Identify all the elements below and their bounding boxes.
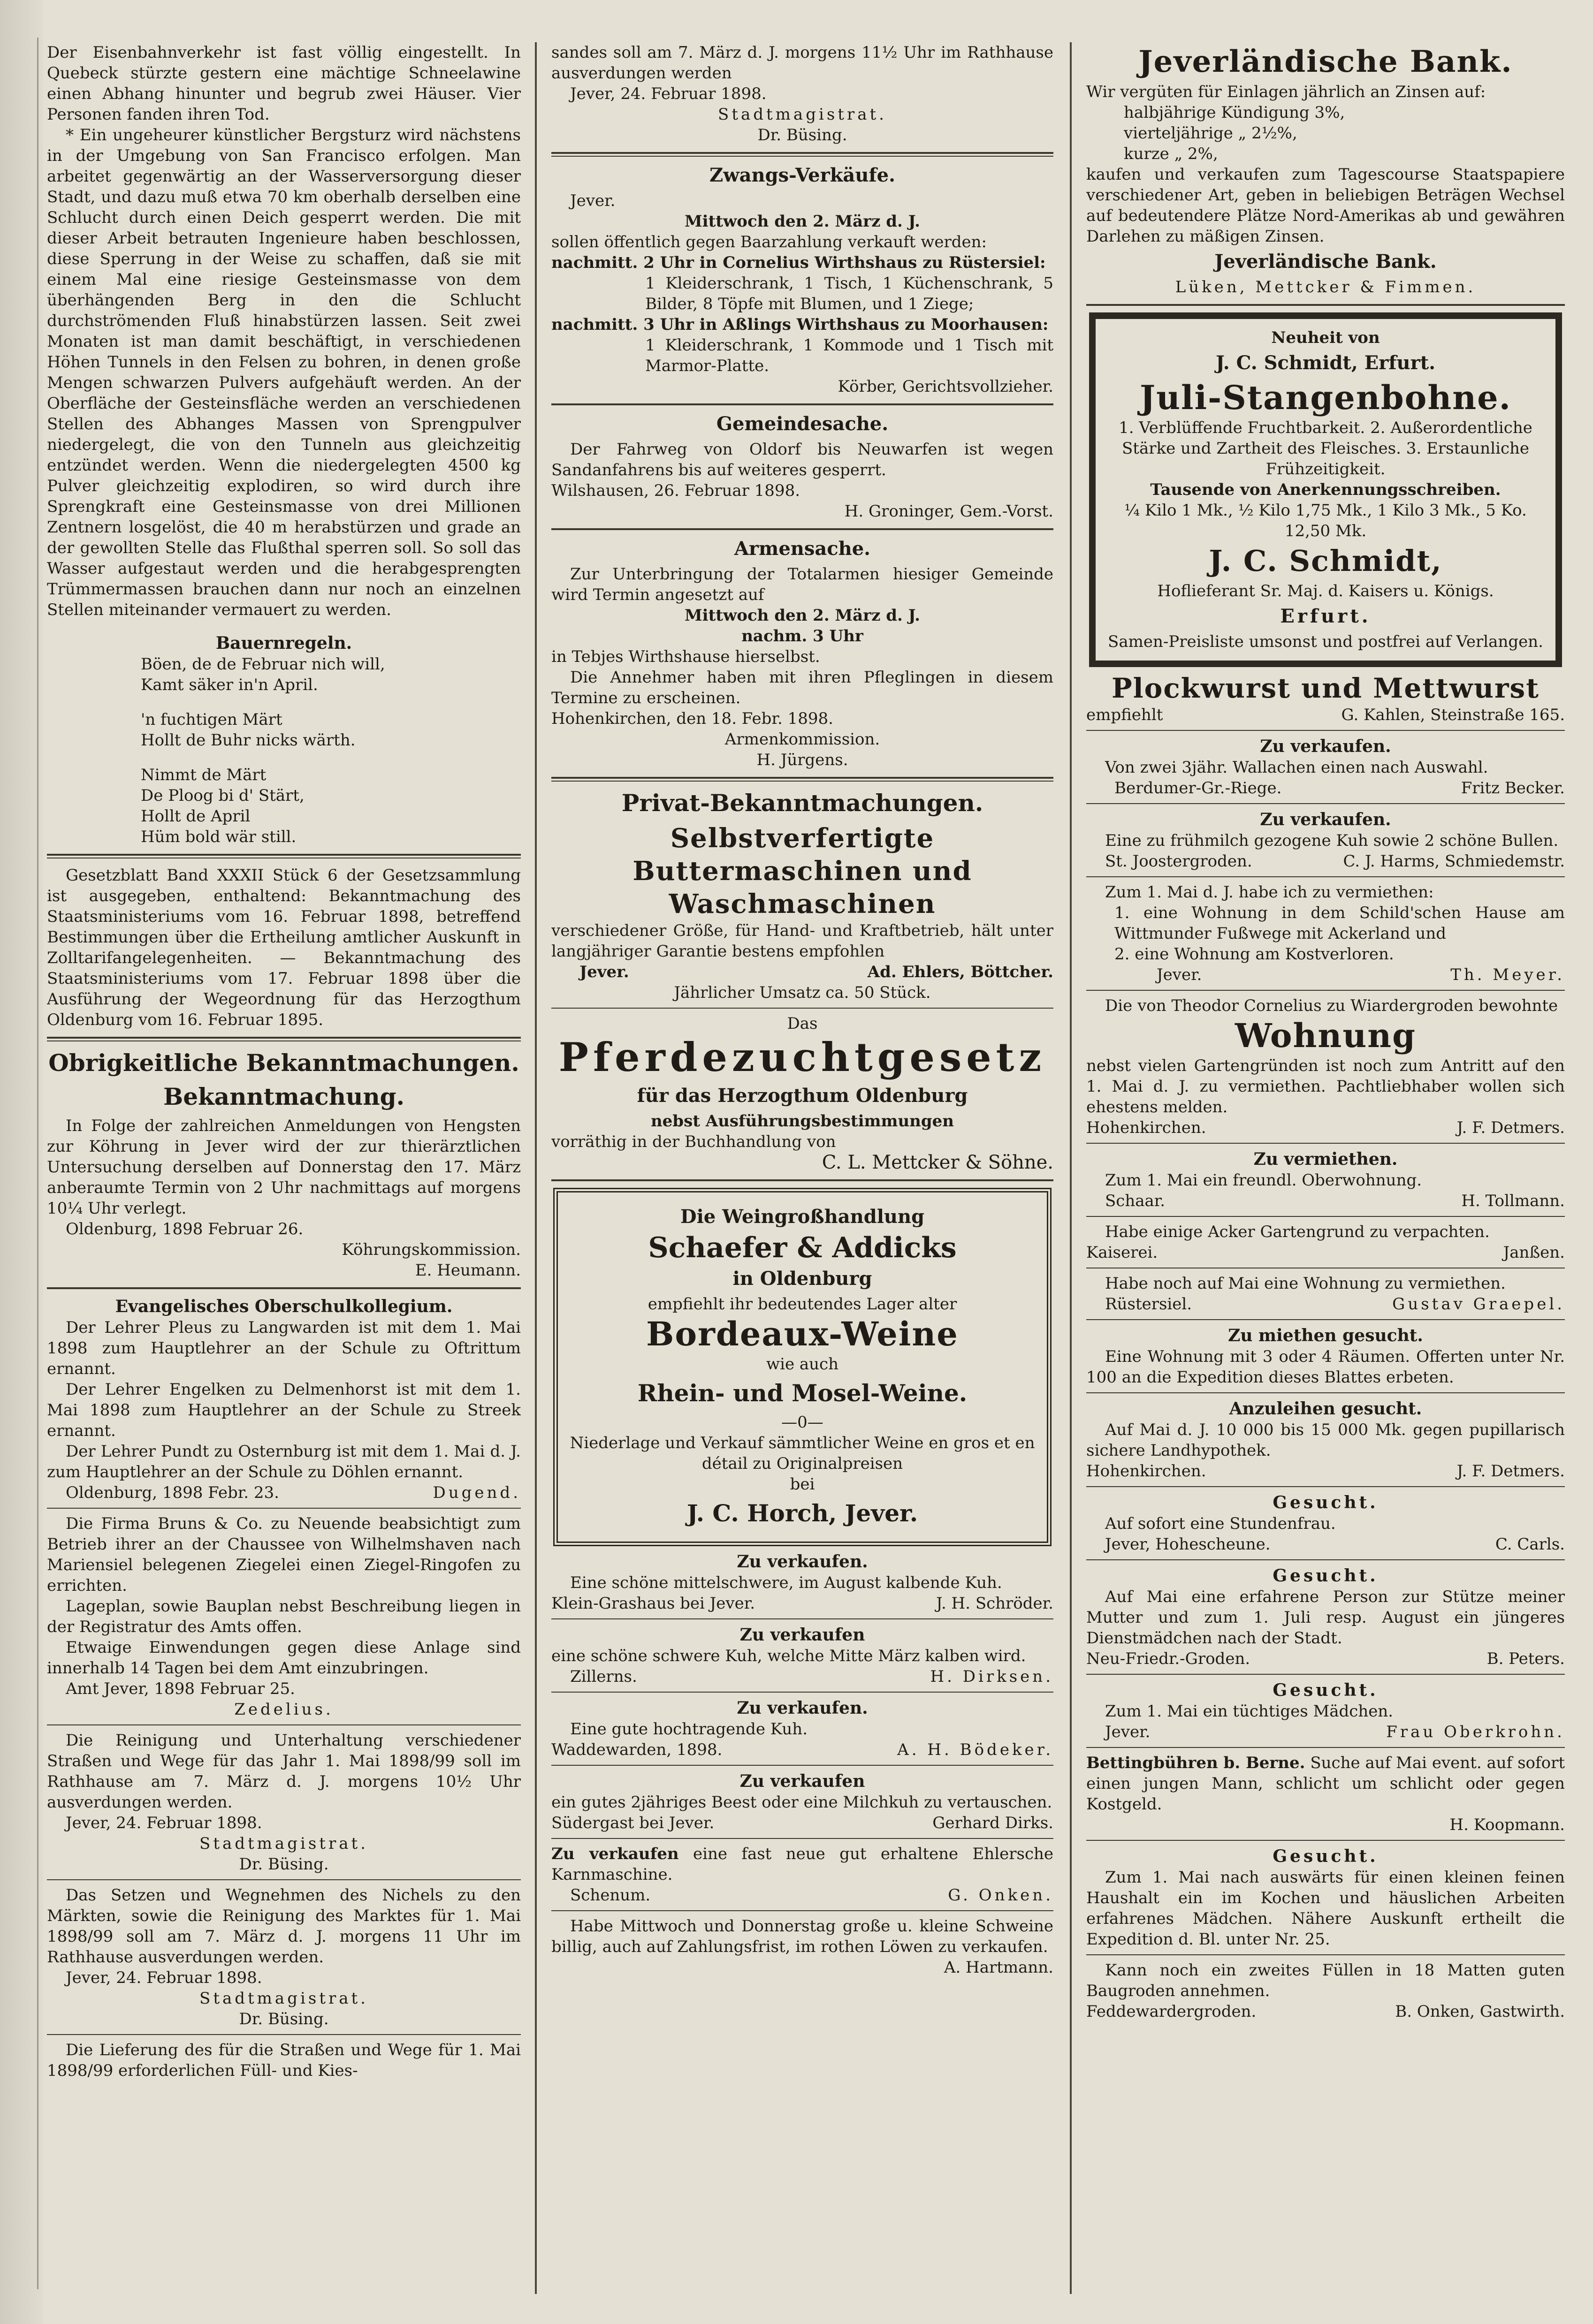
pferdezucht-sub: für das Herzogthum Oldenburg xyxy=(637,1085,968,1107)
sandes-place: Jever, 24. Februar 1898. xyxy=(570,84,767,103)
a5-text: Zum 1. Mai ein freundl. Oberwohnung. xyxy=(1105,1171,1422,1190)
v5-text: eine fast neue gut erhaltene Ehlersche Karnmaschine. xyxy=(551,1845,1053,1884)
butter-title: Selbstverfertigte Buttermaschinen und Waschmaschinen xyxy=(633,823,972,919)
bank-r1: halbjährige Kündigung 3%, xyxy=(1124,103,1345,122)
divider xyxy=(1086,876,1565,877)
divider xyxy=(47,1287,521,1289)
divider xyxy=(47,1879,521,1880)
a2-title: Zu verkaufen. xyxy=(1260,810,1391,829)
schmidt-name: J. C. Schmidt, xyxy=(1209,544,1442,578)
a3-i1: 1. eine Wohnung in dem Schild'schen Hause am Wittmunder Fußwege mit Ackerland und xyxy=(1114,904,1565,943)
v5-footer: Schenum. G. Onken. xyxy=(570,1886,1053,1905)
divider xyxy=(1086,1747,1565,1748)
divider xyxy=(551,1910,1053,1911)
bank-title: Jeverländische Bank. xyxy=(1138,44,1513,79)
bekanntmachung-place: Oldenburg, 1898 Februar 26. xyxy=(66,1220,304,1238)
schmidt-l2: J. C. Schmidt, Erfurt. xyxy=(1215,352,1436,374)
butter-text: verschiedener Größe, für Hand- und Kraftbetrieb, hält unter langjähriger Garantie bestens empfohlen xyxy=(551,921,1053,961)
a5-title: Zu vermiethen. xyxy=(1253,1149,1398,1169)
poem-line: De Ploog bi d' Stärt, xyxy=(141,786,305,805)
a4-text: Die von Theodor Cornelius zu Wiardergroden bewohnte xyxy=(1105,996,1558,1015)
schmidt-l1: Neuheit von xyxy=(1271,328,1380,347)
page-gutter xyxy=(0,0,43,2324)
wein-l7: Rhein- und Mosel-Weine. xyxy=(637,1379,968,1407)
reinigung-place: Jever, 24. Februar 1898. xyxy=(66,1814,262,1832)
nichel-place: Jever, 24. Februar 1898. xyxy=(66,1968,262,1987)
gemeinde-place: Wilshausen, 26. Februar 1898. xyxy=(551,481,800,500)
armen-sign2: H. Jürgens. xyxy=(756,751,848,769)
a7-footer: Rüstersiel. Gustav Graepel. xyxy=(1105,1295,1565,1314)
bank-l1: Wir vergüten für Einlagen jährlich an Zinsen auf: xyxy=(1086,83,1486,101)
gutter-edge xyxy=(37,38,38,2289)
poem-line: Hollt de Buhr nicks wärth. xyxy=(141,731,356,750)
bank-sig1: Jeverländische Bank. xyxy=(1214,251,1437,273)
gemeinde-title: Gemeindesache. xyxy=(716,413,889,435)
a12-title: Gesucht. xyxy=(1273,1680,1379,1700)
poem-line: 'n fuchtigen Märt xyxy=(141,710,282,729)
a9-title: Anzuleihen gesucht. xyxy=(1229,1399,1422,1419)
buesing: Dr. Büsing. xyxy=(239,1855,329,1874)
a13-text: Suche auf Mai event. auf sofort einen jungen Mann, schlicht um schlicht oder gegen Kostgeld. xyxy=(1086,1754,1565,1814)
divider xyxy=(551,1765,1053,1766)
wein-l3: in Oldenburg xyxy=(732,1268,872,1290)
a1-text: Von zwei 3jähr. Wallachen einen nach Auswahl. xyxy=(1105,758,1488,777)
stadtmagistrat: Stadtmagistrat. xyxy=(199,1834,368,1853)
a13-sign: H. Koopmann. xyxy=(1449,1815,1565,1834)
schmidt-hof: Hoflieferant Sr. Maj. d. Kaisers u. Königs. xyxy=(1157,582,1494,600)
v3-title: Zu verkaufen. xyxy=(737,1698,868,1718)
divider xyxy=(1086,1143,1565,1144)
divider xyxy=(551,1008,1053,1009)
section-divider xyxy=(551,777,1053,782)
zwangs-date: Mittwoch den 2. März d. J. xyxy=(685,212,920,231)
wein-l10: bei xyxy=(790,1475,815,1494)
bruns-1: Die Firma Bruns & Co. zu Neuende beabsichtigt zum Betrieb ihrer an der Chaussee von Wilhelmshaven nach Mariensiel belegenen Ziegelei einen Ziegel-Ringofen zu errichten. xyxy=(47,1514,521,1595)
a9-text: Auf Mai d. J. 10 000 bis 15 000 Mk. gegen pupillarisch sichere Landhypothek. xyxy=(1086,1420,1565,1460)
a12-text: Zum 1. Mai ein tüchtiges Mädchen. xyxy=(1105,1702,1394,1721)
a1-title: Zu verkaufen. xyxy=(1260,737,1391,756)
v2-footer: Zillerns. H. Dirksen. xyxy=(570,1667,1053,1686)
v3-text: Eine gute hochtragende Kuh. xyxy=(570,1720,808,1739)
divider xyxy=(1086,1319,1565,1320)
zwangs-items1: 1 Kleiderschrank, 1 Tisch, 1 Küchenschrank, 5 Bilder, 8 Töpfe mit Blumen, und 1 Ziege; xyxy=(645,274,1053,313)
a11-footer: Neu-Friedr.-Groden. B. Peters. xyxy=(1086,1649,1565,1668)
divider xyxy=(1086,304,1565,306)
poem-line: Hollt de April xyxy=(141,807,251,826)
column-rule-1 xyxy=(535,42,537,2294)
gemeinde-sign: H. Groninger, Gem.-Vorst. xyxy=(844,502,1053,521)
a4-big: Wohnung xyxy=(1235,1016,1417,1055)
a13-bold: Bettingbühren b. Berne. xyxy=(1086,1754,1305,1772)
buesing: Dr. Büsing. xyxy=(239,2010,329,2028)
zwangs-r2: nachmitt. 3 Uhr in Aßlings Wirthshaus zu Moorhausen: xyxy=(551,315,1049,334)
bank-r2: vierteljährige „ 2½%, xyxy=(1124,124,1297,143)
section-divider xyxy=(551,152,1053,157)
armen-text: Zur Unterbringung der Totalarmen hiesiger Gemeinde wird Termin angesetzt auf xyxy=(551,565,1053,604)
bruns-place: Amt Jever, 1898 Februar 25. xyxy=(66,1679,295,1698)
wein-l4: empfiehlt ihr bedeutendes Lager alter xyxy=(648,1295,957,1314)
a5-footer: Schaar. H. Tollmann. xyxy=(1105,1192,1565,1210)
v1-title: Zu verkaufen. xyxy=(737,1552,868,1572)
schmidt-erfurt: Erfurt. xyxy=(1280,605,1371,627)
pferdezucht-sign: C. L. Mettcker & Söhne. xyxy=(822,1152,1053,1173)
v2-title: Zu verkaufen xyxy=(739,1625,865,1645)
oberschulkollegium-title: Evangelisches Oberschulkollegium. xyxy=(115,1297,453,1316)
bekanntmachung-sign2: E. Heumann. xyxy=(415,1261,521,1280)
oberschul-2: Der Lehrer Engelken zu Delmenhorst ist mit dem 1. Mai 1898 zum Hauptlehrer an der Schule zu Streek ernannt. xyxy=(47,1380,521,1440)
a8-title: Zu miethen gesucht. xyxy=(1228,1326,1423,1345)
a14-title: Gesucht. xyxy=(1273,1846,1379,1866)
a6-footer: Kaiserei. Janßen. xyxy=(1086,1243,1565,1262)
poem-line: Kamt säker in'n April. xyxy=(141,676,318,694)
a9-footer: Hohenkirchen. J. F. Detmers. xyxy=(1086,1462,1565,1481)
poem-line: Böen, de de Februar nich will, xyxy=(141,655,385,674)
obrigkeitliche-title: Obrigkeitliche Bekanntmachungen. xyxy=(48,1049,519,1077)
schmidt-title: Juli-Stangenbohne. xyxy=(1139,378,1512,417)
divider xyxy=(551,1179,1053,1181)
bekanntmachung-sign1: Köhrungskommission. xyxy=(342,1240,521,1259)
v4-title: Zu verkaufen xyxy=(739,1771,865,1791)
zwangs-title: Zwangs-Verkäufe. xyxy=(709,164,895,186)
column-2 xyxy=(551,42,1053,2294)
divider xyxy=(47,1508,521,1509)
wein-l2: Schaefer & Addicks xyxy=(648,1231,957,1264)
column-1 xyxy=(47,42,521,2294)
stadtmagistrat: Stadtmagistrat. xyxy=(199,1989,368,2008)
wein-l9: Niederlage und Verkauf sämmtlicher Weine en gros et en détail zu Originalpreisen xyxy=(570,1434,1035,1473)
v3-footer: Waddewarden, 1898. A. H. Bödeker. xyxy=(551,1740,1053,1759)
wurst-footer: empfiehlt G. Kahlen, Steinstraße 165. xyxy=(1086,706,1565,724)
wein-l6: wie auch xyxy=(766,1355,838,1374)
column-3 xyxy=(1086,42,1565,2294)
divider xyxy=(1086,1216,1565,1217)
gesetzblatt-notice: Gesetzblatt Band XXXII Stück 6 der Gesetzsammlung ist ausgegeben, enthaltend: Bekanntmachung des Staatsministeriums vom 16. Februar 1898, betreffend Bestimmungen über die Ertheilung amtlicher Auskunft in Zolltarifangelegenheiten. — Bekanntmachung des Staatsministeriums vom 17. Februar 1898 über die Ausführung der Wegeordnung für das Herzogthum Oldenburg vom 16. Februar 1895. xyxy=(47,866,521,1029)
schmidt-prices: ¼ Kilo 1 Mk., ½ Kilo 1,75 Mk., 1 Kilo 3 Mk., 5 Ko. 12,50 Mk. xyxy=(1124,501,1527,540)
bauernregeln-poem xyxy=(47,654,521,847)
armen-date: Mittwoch den 2. März d. J. xyxy=(685,606,920,625)
a10-text: Auf sofort eine Stundenfrau. xyxy=(1105,1514,1336,1533)
nichel-text: Das Setzen und Wegnehmen des Nichels zu den Märkten, sowie die Reinigung des Marktes für 1. Mai 1898/99 soll am 7. März d. J. morgens 11 Uhr im Rathhause ausverdungen werden. xyxy=(47,1886,521,1967)
v6-sign: A. Hartmann. xyxy=(944,1958,1053,1977)
v1-text: Eine schöne mittelschwere, im August kalbende Kuh. xyxy=(570,1573,1002,1592)
divider xyxy=(551,528,1053,530)
a2-text: Eine zu frühmilch gezogene Kuh sowie 2 schöne Bullen. xyxy=(1105,831,1559,850)
a7-text: Habe noch auf Mai eine Wohnung zu vermiethen. xyxy=(1105,1274,1506,1293)
v5-title: Zu verkaufen xyxy=(551,1845,679,1863)
wein-ad xyxy=(553,1188,1052,1546)
divider xyxy=(1086,1674,1565,1675)
news-bergsturz: * Ein ungeheurer künstlicher Bergsturz wird nächstens in der Umgebung von San Francisco erfolgen. Man arbeitet gegenwärtig an der Wasserversorgung dieser Stadt, und dazu muß etwa 70 km oberhalb derselben eine Schlucht durch einen Deich gesperrt werden. Die mit dieser Arbeit betrauten Ingenieure haben beschlossen, diese Sperrung in der Weise zu schaffen, daß sie mit einem Mal eine riesige Gesteinsmasse von dem überhängenden Berg in den die Schlucht durchströmenden Fluß hinabstürzen lassen. Seit zwei Monaten ist man damit beschäftigt, in verschiedenen Höhen Tunnels in den Felsen zu bohren, in denen große Mengen schwarzen Pulvers aufgehäuft werden. An der Oberfläche der Gesteinsfläche werden an verschiedenen Stellen des Abhanges Massen von Sprengpulver niedergelegt, die von den Tunneln aus gleichzeitig entzündet werden. Wenn die niedergelegten 4500 kg Pulver gleichzeitig explodiren, so wird durch ihre Sprengkraft eine Gesteinsmasse von drei Millionen Zentnern losgelöst, die 40 m herabstürzen und grade an der gewollten Stelle das Flußthal sperren soll. So soll das Wasser aufgestaut werden und die herabgesprengten Trümmermassen brauchen dann nur noch an einzelnen Stellen miteinander vermauert zu werden. xyxy=(47,126,521,619)
zwangs-sign: Körber, Gerichtsvollzieher. xyxy=(838,377,1053,396)
butter-umsatz: Jährlicher Umsatz ca. 50 Stück. xyxy=(674,983,931,1002)
buesing: Dr. Büsing. xyxy=(757,126,847,144)
divider xyxy=(1086,1954,1565,1955)
pferdezucht-text: vorräthig in der Buchhandlung von xyxy=(551,1132,836,1151)
a4-text2: nebst vielen Gartengründen ist noch zum Antritt auf den 1. Mai d. J. zu vermiethen. Pachtliebhaber wollen sich ehestens melden. xyxy=(1086,1056,1565,1116)
bekanntmachung-text: In Folge der zahlreichen Anmeldungen von Hengsten zur Köhrung in Jever wird der zur thierärztlichen Untersuchung derselben auf Donnerstag den 17. März anberaumte Termin von 2 Uhr nachmittags auf morgens 10¼ Uhr verlegt. xyxy=(47,1116,521,1218)
zwangs-text: sollen öffentlich gegen Baarzahlung verkauft werden: xyxy=(551,233,987,251)
armen-place: Hohenkirchen, den 18. Febr. 1898. xyxy=(551,709,833,728)
poem-line: Hüm bold wär still. xyxy=(141,828,297,846)
newspaper-page xyxy=(47,42,1567,2303)
section-divider xyxy=(47,1037,521,1041)
a11-text: Auf Mai eine erfahrene Person zur Stütze meiner Mutter und zum 1. Juli resp. August ein jüngeres Dienstmädchen nach der Stadt. xyxy=(1086,1587,1565,1648)
news-quebec: Der Eisenbahnverkehr ist fast völlig eingestellt. In Quebeck stürzte gestern eine mächtige Schneelawine einen Abhang hinunter und begrub zwei Häuser. Vier Personen fanden ihren Tod. xyxy=(47,43,521,124)
a15-footer: Feddewardergroden. B. Onken, Gastwirth. xyxy=(1086,2002,1565,2021)
schmidt-tausende: Tausende von Anerkennungsschreiben. xyxy=(1150,480,1501,499)
wein-l5: Bordeaux-Weine xyxy=(646,1314,959,1353)
bank-r3: kurze „ 2%, xyxy=(1124,144,1218,163)
wein-l1: Die Weingroßhandlung xyxy=(680,1206,925,1228)
section-divider xyxy=(47,854,521,858)
a6-text: Habe einige Acker Gartengrund zu verpachten. xyxy=(1105,1223,1490,1241)
a1-footer: Berdumer-Gr.-Riege. Fritz Becker. xyxy=(1114,779,1565,797)
zwangs-r1: nachmitt. 2 Uhr in Cornelius Wirthshaus zu Rüstersiel: xyxy=(551,253,1046,272)
v1-footer: Klein-Grashaus bei Jever. J. H. Schröder. xyxy=(551,1594,1053,1613)
a3-footer: Jever. Th. Meyer. xyxy=(1157,965,1565,984)
divider xyxy=(551,1838,1053,1839)
divider xyxy=(551,1692,1053,1693)
a3-i2: 2. eine Wohnung am Kostverloren. xyxy=(1114,945,1394,964)
schmidt-text: 1. Verblüffende Fruchtbarkeit. 2. Außerordentliche Stärke und Zartheit des Fleisches. 3. Erstaunliche Frühzeitigkeit. xyxy=(1119,418,1532,478)
bank-sig2: Lüken, Mettcker & Fimmen. xyxy=(1175,278,1476,296)
column-rule-2 xyxy=(1070,42,1072,2294)
v2-text: eine schöne schwere Kuh, welche Mitte März kalben wird. xyxy=(551,1647,1026,1665)
a14-text: Zum 1. Mai nach auswärts für einen kleinen feinen Haushalt ein im Kochen und häuslichen Arbeiten erfahrenes Mädchen. Nähere Auskunft ertheilt die Expedition d. Bl. unter Nr. 25. xyxy=(1086,1868,1565,1949)
armen-title: Armensache. xyxy=(734,538,871,560)
armen-location: in Tebjes Wirthshause hierselbst. xyxy=(551,647,820,666)
v6-text: Habe Mittwoch und Donnerstag große u. kleine Schweine billig, auch auf Zahlungsfrist, im rothen Löwen zu verkaufen. xyxy=(551,1917,1053,1956)
divider xyxy=(1086,1392,1565,1393)
a10-title: Gesucht. xyxy=(1273,1493,1379,1512)
oberschul-1: Der Lehrer Pleus zu Langwarden ist mit dem 1. Mai 1898 zum Hauptlehrer an der Schule zu Oftrittum ernannt. xyxy=(47,1318,521,1378)
a2-footer: St. Joostergroden. C. J. Harms, Schmiedemstr. xyxy=(1105,852,1565,871)
wurst-title: Plockwurst und Mettwurst xyxy=(1112,672,1540,704)
stadtmagistrat: Stadtmagistrat. xyxy=(718,105,887,124)
pferdezucht-title: Pferdezuchtgesetz xyxy=(558,1034,1046,1080)
reinigung-text: Die Reinigung und Unterhaltung verschiedener Straßen und Wege für das Jahr 1. Mai 1898/99 soll im Rathhause am 7. März d. J. morgens 10½ Uhr ausverdungen werden. xyxy=(47,1731,521,1812)
a12-footer: Jever. Frau Oberkrohn. xyxy=(1105,1723,1565,1741)
divider xyxy=(1086,803,1565,804)
divider xyxy=(1086,1486,1565,1487)
v4-text: ein gutes 2jähriges Beest oder eine Milchkuh zu vertauschen. xyxy=(551,1793,1052,1812)
a10-footer: Jever, Hohescheune. C. Carls. xyxy=(1105,1535,1565,1554)
divider xyxy=(1086,1840,1565,1841)
a4-footer: Hohenkirchen. J. F. Detmers. xyxy=(1086,1118,1565,1137)
schmidt-preis: Samen-Preisliste umsonst und postfrei auf Verlangen. xyxy=(1108,632,1543,651)
lieferung-text: Die Lieferung des für die Straßen und Wege für 1. Mai 1898/99 erforderlichen Füll- und Kies- xyxy=(47,2041,521,2080)
a8-text: Eine Wohnung mit 3 oder 4 Räumen. Offerten unter Nr. 100 an die Expedition dieses Blattes erbeten. xyxy=(1086,1347,1565,1387)
bank-text: kaufen und verkaufen zum Tagescourse Staatspapiere verschiedener Art, geben in beliebigen Beträgen Wechsel auf bedeutendere Plätze Nord-Amerikas ab und gewähren Darlehen zu mäßigen Zinsen. xyxy=(1086,165,1565,246)
armen-text2: Die Annehmer haben mit ihren Pfleglingen in diesem Termine zu erscheinen. xyxy=(551,668,1053,707)
poem-line: Nimmt de Märt xyxy=(141,766,267,784)
divider xyxy=(1086,990,1565,991)
divider xyxy=(551,1618,1053,1619)
divider xyxy=(551,403,1053,405)
divider xyxy=(47,1724,521,1725)
privat-title: Privat-Bekanntmachungen. xyxy=(621,789,983,817)
zwangs-jever: Jever. xyxy=(570,191,616,210)
bruns-sign: Zedelius. xyxy=(234,1700,334,1719)
oberschul-3: Der Lehrer Pundt zu Osternburg ist mit dem 1. Mai d. J. zum Hauptlehrer an der Schule zu Döhlen ernannt. xyxy=(47,1442,521,1481)
pferd-das: Das xyxy=(787,1014,818,1033)
v4-footer: Südergast bei Jever. Gerhard Dirks. xyxy=(551,1814,1053,1832)
armen-sign1: Armenkommission. xyxy=(724,730,880,749)
butter-footer: Jever. Ad. Ehlers, Böttcher. xyxy=(579,963,1053,981)
bruns-3: Etwaige Einwendungen gegen diese Anlage sind innerhalb 14 Tagen bei dem Amt einzubringen. xyxy=(47,1638,521,1678)
a11-title: Gesucht. xyxy=(1273,1566,1379,1586)
pferdezucht-sub2: nebst Ausführungsbestimmungen xyxy=(650,1112,954,1131)
sandes-text: sandes soll am 7. März d. J. morgens 11½ Uhr im Rathhause ausverdungen werden xyxy=(551,43,1053,83)
bekanntmachung-title: Bekanntmachung. xyxy=(163,1083,405,1110)
gemeinde-text: Der Fahrweg von Oldorf bis Neuwarfen ist wegen Sandanfahrens bis auf weiteres gesperrt. xyxy=(551,440,1053,479)
divider xyxy=(1086,1559,1565,1560)
zwangs-items2: 1 Kleiderschrank, 1 Kommode und 1 Tisch mit Marmor-Platte. xyxy=(645,336,1053,375)
schmidt-ad xyxy=(1089,312,1562,667)
divider xyxy=(1086,730,1565,731)
armen-time: nachm. 3 Uhr xyxy=(741,627,863,646)
a3-text: Zum 1. Mai d. J. habe ich zu vermiethen: xyxy=(1105,883,1434,902)
oberschul-footer: Oldenburg, 1898 Febr. 23. Dugend. xyxy=(66,1483,521,1502)
wein-l11: J. C. Horch, Jever. xyxy=(686,1499,918,1527)
divider xyxy=(47,2034,521,2035)
wein-l8: —0— xyxy=(781,1413,823,1432)
bauernregeln-title: Bauernregeln. xyxy=(215,633,352,653)
a15-text: Kann noch ein zweites Füllen in 18 Matten guten Baugroden annehmen. xyxy=(1086,1961,1565,2000)
bruns-2: Lageplan, sowie Bauplan nebst Beschreibung liegen in der Registratur des Amts offen. xyxy=(47,1597,521,1636)
